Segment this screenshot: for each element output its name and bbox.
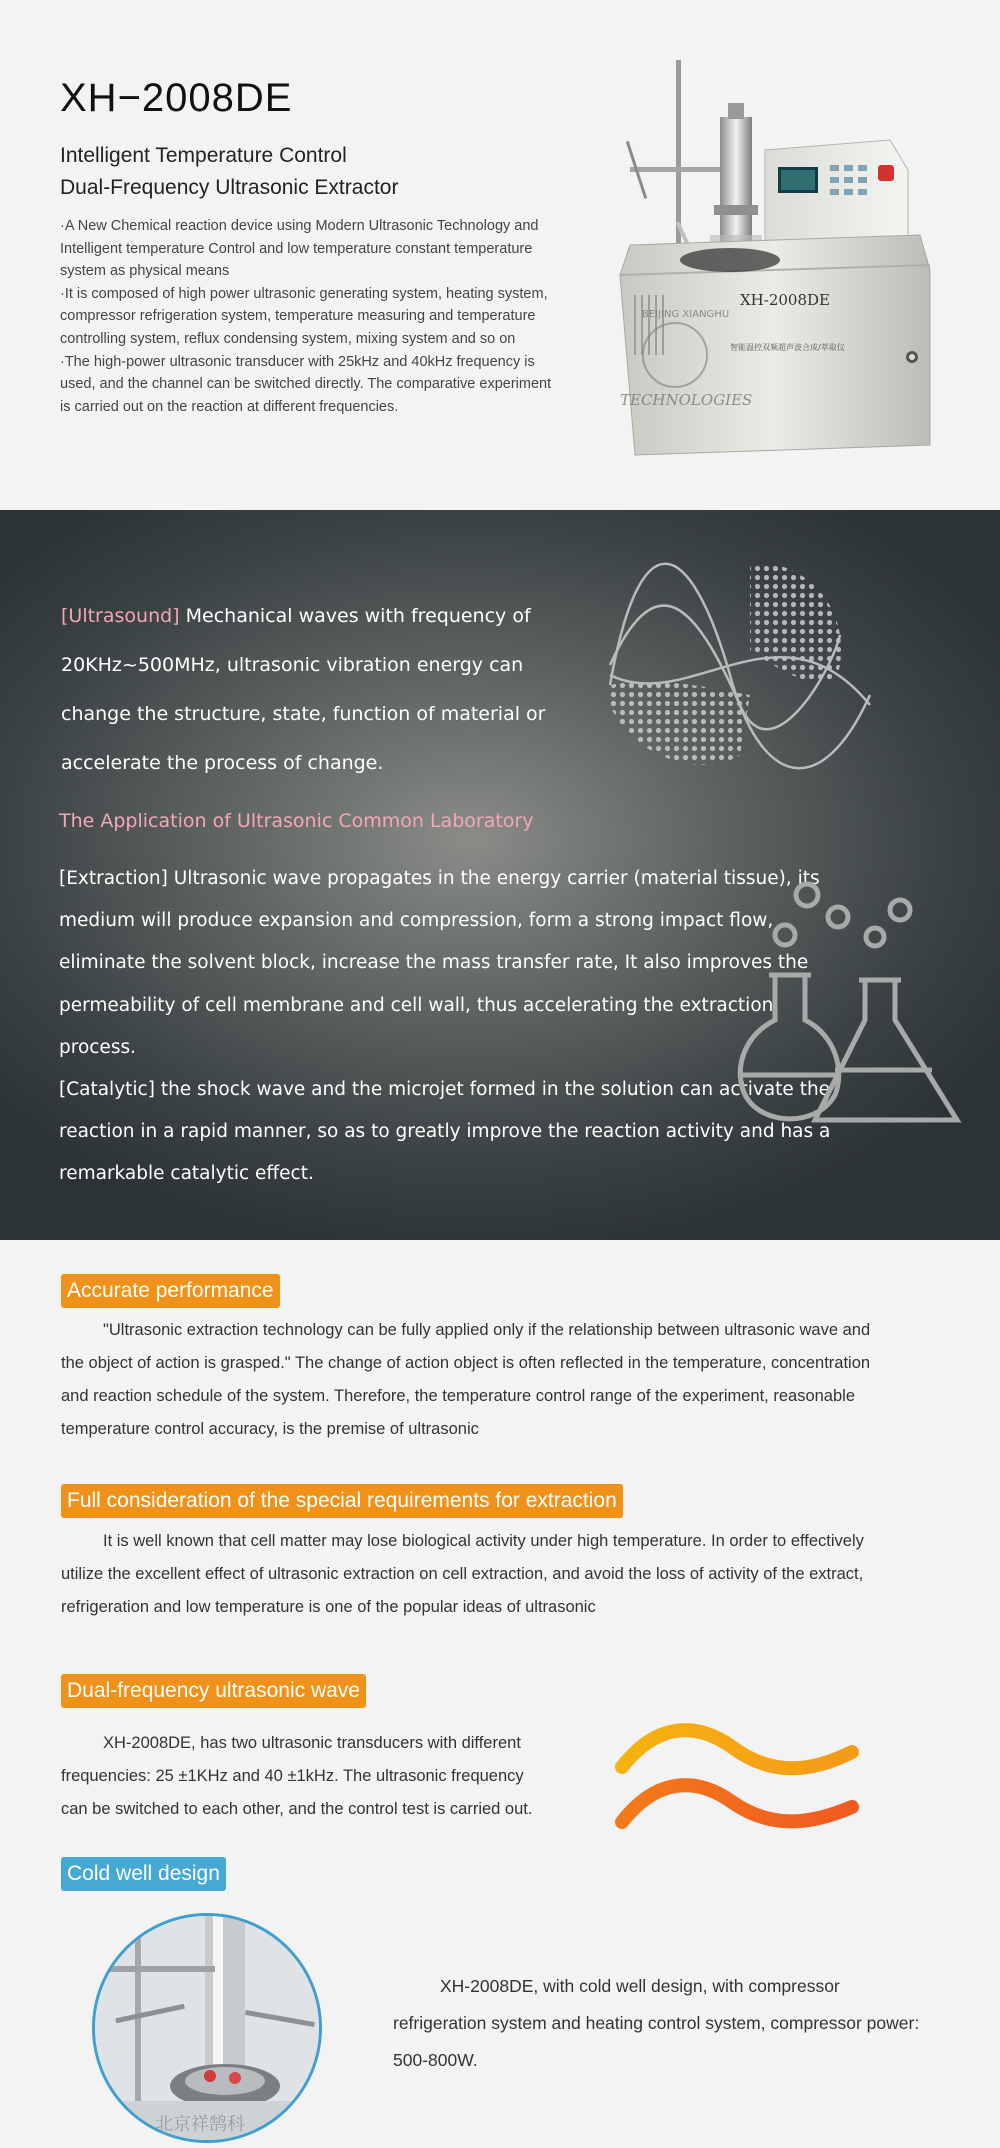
machine-cn-label: 智能温控双频超声波合成/萃取仪: [730, 343, 845, 352]
dual-frequency-text: [61, 1727, 621, 1826]
bullet-3: ·The high-power ultrasonic transducer with 25kHz and 40kHz frequency is used, and the channel can be switched directly. The comparative experiment is carried out on the reaction at different frequencies.: [60, 353, 552, 415]
ultrasound-info-section: [0, 510, 1000, 1240]
catalytic-text: [Catalytic] the shock wave and the microjet formed in the solution can activate the reaction in a rapid manner, so as to greatly improve the reaction activity and has a remarkable catalytic effect.: [59, 1079, 831, 1185]
accurate-performance-text: [61, 1314, 891, 1446]
accurate-text: "Ultrasonic extraction technology can be fully applied only if the relationship between ultrasonic wave and the object of action is grasped." The change of action object is often reflected in the temperature, concentration and reaction schedule of the system. Therefore, the temperature control range of the experiment, reasonable temperature control accuracy, is the premise of ultrasonic: [61, 1321, 871, 1438]
subtitle-line-2: Dual-Frequency Ultrasonic Extractor: [60, 176, 399, 199]
machine-model-label: XH-2008DE: [740, 291, 830, 309]
lab-flask-icon: [735, 875, 970, 1130]
hero-section: [0, 0, 1000, 510]
ultrasound-text: Mechanical waves with frequency of 20KHz~500MHz, ultrasonic vibration energy can change the structure, state, function of material or accelerate the process of change.: [61, 605, 546, 774]
product-machine-image: [590, 55, 950, 465]
dual-frequency-badge: Dual-frequency ultrasonic wave: [61, 1674, 366, 1708]
dual-line-3: can be switched to each other, and the control test is carried out.: [61, 1800, 533, 1818]
application-description: [59, 858, 839, 1196]
watermark-bottom: TECHNOLOGIES: [620, 391, 753, 409]
extraction-text: [Extraction] Ultrasonic wave propagates in the energy carrier (material tissue), its medium will produce expansion and compression, form a strong impact flow, eliminate the solvent block, increase the mass transfer rate, It also improves the permeability of cell membrane and cell wall, thus accelerating the extraction process.: [59, 868, 820, 1058]
cold-well-photo-icon: [95, 1916, 319, 2140]
cold-well-badge: Cold well design: [61, 1857, 226, 1891]
accurate-performance-badge: Accurate performance: [61, 1274, 280, 1308]
product-description: [60, 215, 560, 418]
dual-line-2: frequencies: 25 ±1KHz and 40 ±1kHz. The ultrasonic frequency: [61, 1767, 524, 1785]
orange-wave-icon: [612, 1722, 862, 1842]
subtitle-line-1: Intelligent Temperature Control: [60, 144, 347, 167]
product-subtitle: [60, 140, 580, 204]
photo-watermark: 北京祥鹄科: [155, 2114, 245, 2135]
ultrasound-tag: [Ultrasound]: [61, 605, 180, 627]
product-title: XH−2008DE: [60, 76, 293, 120]
extraction-requirements-badge: Full consideration of the special requirements for extraction: [61, 1484, 623, 1518]
watermark-top: BEIJING XIANGHU: [642, 309, 730, 320]
dual-line-1: XH-2008DE, has two ultrasonic transducers with different: [103, 1734, 521, 1752]
ultrasound-definition: [61, 592, 561, 788]
bullet-2: ·It is composed of high power ultrasonic generating system, heating system, compressor refrigeration system, temperature measuring and temperature controlling system, reflux condensing system, mixing system and so on: [60, 285, 548, 347]
application-title: The Application of Ultrasonic Common Laboratory: [59, 810, 534, 832]
cold-well-photo: [92, 1913, 322, 2143]
sine-wave-illustration-icon: [600, 555, 880, 795]
extraction-req-text: It is well known that cell matter may lose biological activity under high temperature. In order to effectively utilize the excellent effect of ultrasonic extraction on cell extraction, and avoid the loss of activity of the extract, refrigeration and low temperature is one of the popular ideas of ultrasonic: [61, 1532, 864, 1616]
extraction-requirements-text: [61, 1525, 891, 1624]
bullet-1: ·A New Chemical reaction device using Modern Ultrasonic Technology and Intelligent temperature Control and low temperature constant temperature system as physical means: [60, 218, 539, 280]
cold-well-text: XH-2008DE, with cold well design, with compressor refrigeration system and heating control system, compressor power: 500-800W.: [393, 1976, 920, 2070]
